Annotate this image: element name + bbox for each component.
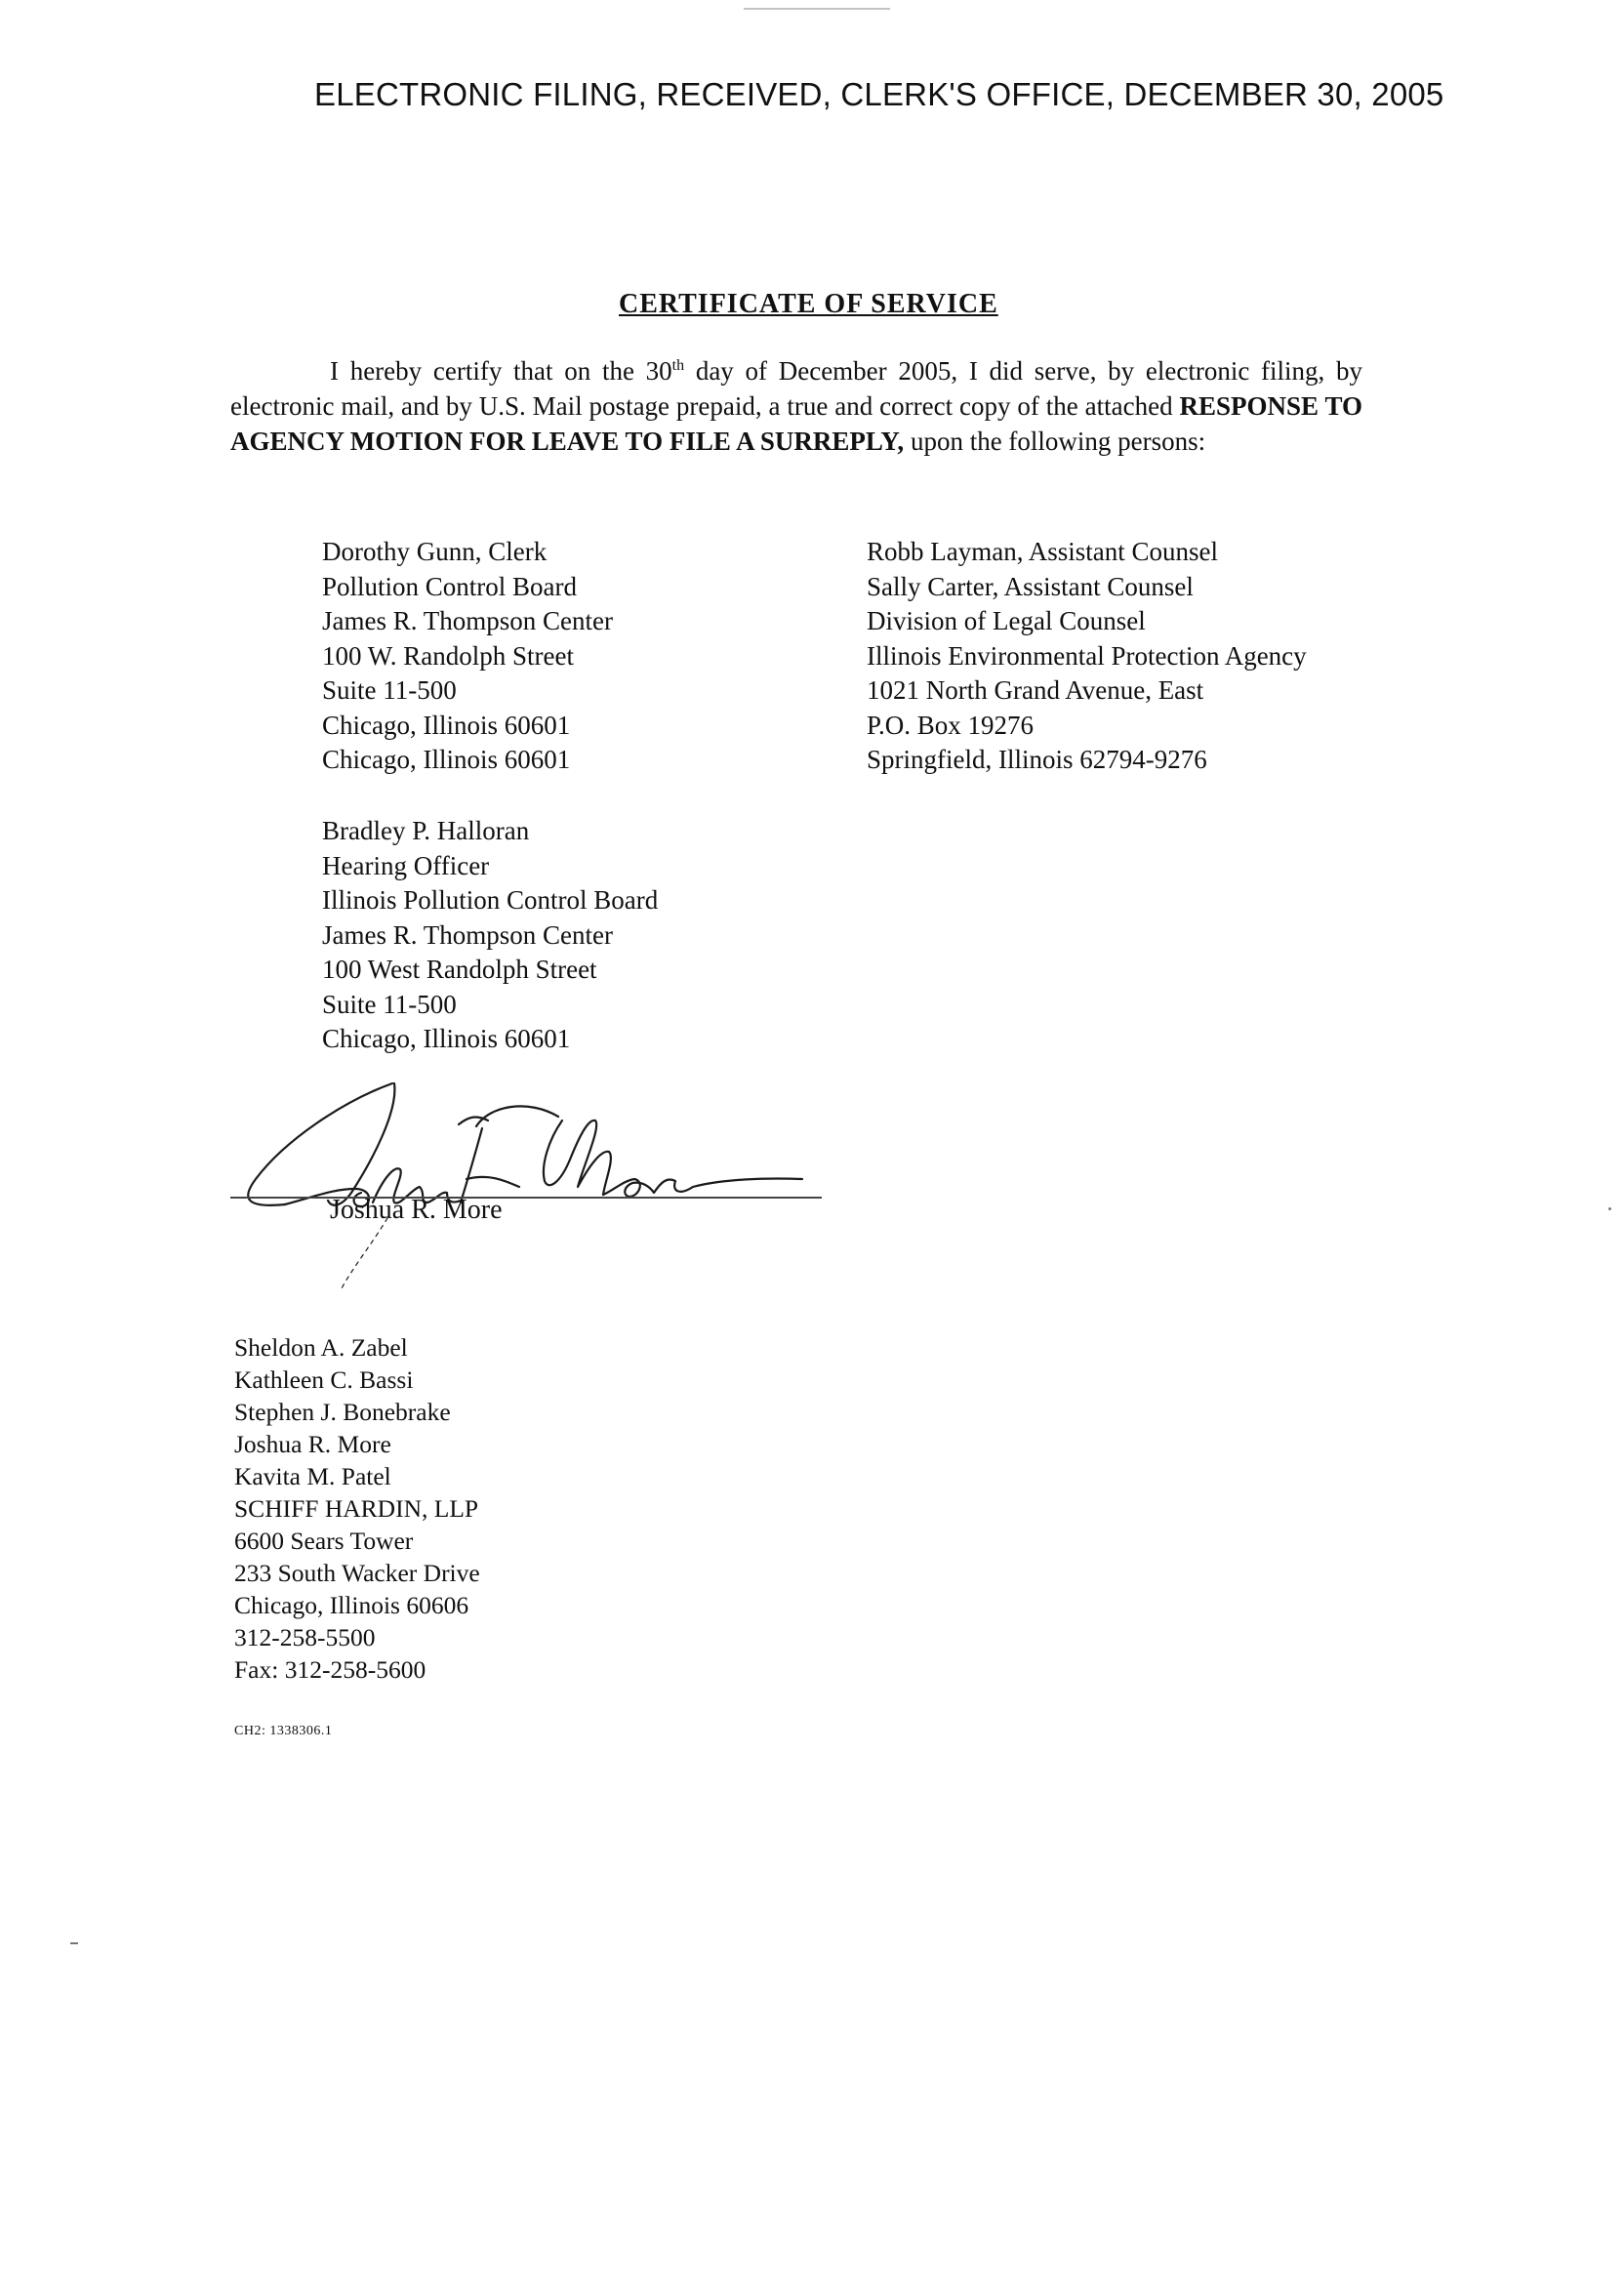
- document-code: CH2: 1338306.1: [234, 1724, 333, 1738]
- address-line: Suite 11-500: [322, 989, 457, 1019]
- document-reference: RESPONSE TO AGENCY MOTION FOR LEAVE TO FILE A SURREPLY,: [230, 391, 1362, 456]
- scan-speck: [1608, 1207, 1611, 1210]
- signer-name: Joshua R. More: [330, 1195, 503, 1225]
- recipient-agency-address: [867, 535, 1307, 778]
- recipient-hearing-officer-address: [322, 814, 658, 1057]
- address-line: 1021 North Grand Avenue, East: [867, 675, 1204, 705]
- address-line: Hearing Officer: [322, 850, 490, 880]
- phone-number: 312-258-5500: [234, 1623, 376, 1651]
- counsel-block: [234, 1331, 480, 1686]
- counsel-line: Joshua R. More: [234, 1430, 391, 1458]
- certification-text-2: day of December 2005, I did serve, by electronic filing, by electronic mail, and by U.S. Mail postage prepaid, a true and correct copy of the attached: [230, 356, 1362, 421]
- address-line: Illinois Pollution Control Board: [322, 885, 659, 915]
- counsel-line: Stephen J. Bonebrake: [234, 1398, 451, 1426]
- counsel-line: 6600 Sears Tower: [234, 1527, 414, 1555]
- address-line: P.O. Box 19276: [867, 710, 1035, 740]
- counsel-line: 233 South Wacker Drive: [234, 1559, 480, 1587]
- firm-name: SCHIFF HARDIN, LLP: [234, 1494, 479, 1523]
- address-line: Chicago, Illinois 60601: [322, 745, 571, 774]
- address-line: Illinois Environmental Protection Agency: [867, 640, 1307, 671]
- signature-line: [230, 1197, 822, 1199]
- document-title: CERTIFICATE OF SERVICE: [619, 289, 998, 319]
- address-line: 100 West Randolph Street: [322, 955, 597, 984]
- address-line: Suite 11-500: [322, 675, 457, 705]
- counsel-line: Chicago, Illinois 60606: [234, 1591, 469, 1619]
- address-line: 100 W. Randolph Street: [322, 640, 574, 671]
- address-line: Pollution Control Board: [322, 571, 578, 601]
- scan-artifact: [744, 8, 890, 10]
- certification-text-1: I hereby certify that on the 30: [330, 356, 672, 386]
- address-line: Robb Layman, Assistant Counsel: [867, 537, 1218, 566]
- ordinal-suffix: th: [671, 357, 685, 374]
- address-line: Sally Carter, Assistant Counsel: [867, 571, 1194, 601]
- fax-number: Fax: 312-258-5600: [234, 1655, 426, 1684]
- address-line: Division of Legal Counsel: [867, 606, 1146, 635]
- counsel-line: Sheldon A. Zabel: [234, 1333, 408, 1362]
- address-line: Springfield, Illinois 62794-9276: [867, 745, 1207, 774]
- address-line: James R. Thompson Center: [322, 606, 613, 635]
- address-line: Chicago, Illinois 60601: [322, 710, 571, 740]
- address-line: James R. Thompson Center: [322, 919, 613, 950]
- address-line: Bradley P. Halloran: [322, 816, 530, 845]
- filing-stamp: ELECTRONIC FILING, RECEIVED, CLERK'S OFFICE, DECEMBER 30, 2005: [314, 76, 1444, 112]
- scan-speck: [70, 1942, 78, 1944]
- recipient-clerk-address: [322, 535, 613, 778]
- certification-paragraph: [230, 353, 1362, 459]
- address-line: Dorothy Gunn, Clerk: [322, 537, 548, 566]
- counsel-line: Kavita M. Patel: [234, 1462, 391, 1490]
- certification-text-3: upon the following persons:: [904, 427, 1206, 456]
- counsel-line: Kathleen C. Bassi: [234, 1365, 414, 1394]
- address-line: Chicago, Illinois 60601: [322, 1024, 571, 1053]
- handwritten-signature: [226, 1072, 832, 1294]
